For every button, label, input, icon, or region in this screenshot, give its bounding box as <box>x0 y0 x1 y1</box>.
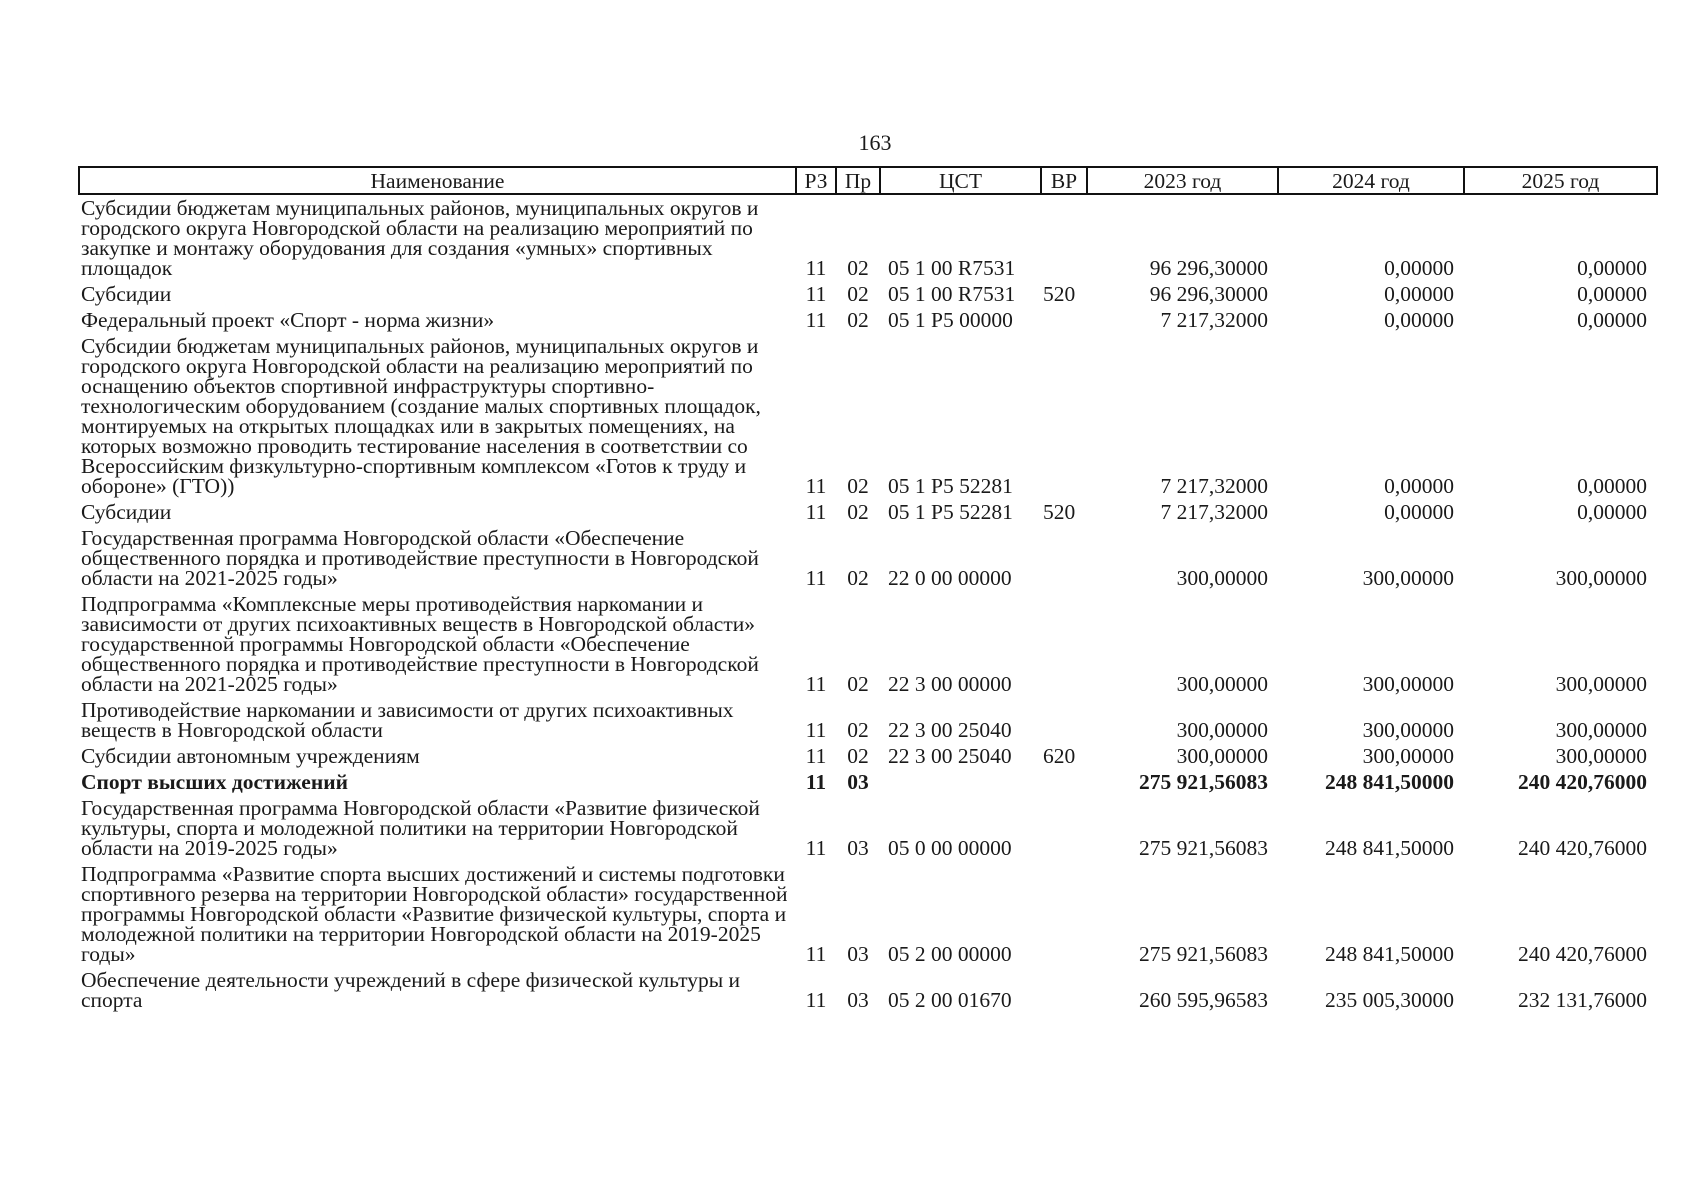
row-rz: 11 <box>805 770 827 794</box>
row-rz: 11 <box>805 836 827 860</box>
row-amount-2025: 240 420,76000 <box>1518 770 1647 794</box>
row-amount-2025: 300,00000 <box>1555 566 1647 590</box>
row-pr: 02 <box>847 474 869 498</box>
row-vr <box>1041 591 1087 697</box>
row-vr <box>1041 697 1087 743</box>
row-amount-2023: 300,00000 <box>1176 718 1268 742</box>
row-amount-2024: 300,00000 <box>1362 744 1454 768</box>
table-row <box>79 525 1657 591</box>
row-rz: 11 <box>805 474 827 498</box>
header-pr: Пр <box>836 167 880 194</box>
table-row <box>79 743 1657 769</box>
row-amount-2023: 275 921,56083 <box>1139 770 1268 794</box>
row-vr: 520 <box>1043 500 1076 524</box>
row-pr: 02 <box>847 718 869 742</box>
row-vr: 620 <box>1043 744 1076 768</box>
row-amount-2025: 300,00000 <box>1555 744 1647 768</box>
row-amount-2024: 300,00000 <box>1362 566 1454 590</box>
row-pr: 03 <box>847 988 869 1012</box>
row-cst: 22 0 00 00000 <box>888 566 1012 590</box>
row-pr: 03 <box>847 836 869 860</box>
table-row <box>79 967 1657 1013</box>
row-name: Противодействие наркомании и зависимости от других психоактивных веществ в Новгородской области <box>81 698 734 742</box>
row-amount-2023: 260 595,96583 <box>1139 988 1268 1012</box>
row-vr <box>1041 967 1087 1013</box>
table-row <box>79 281 1657 307</box>
row-amount-2024: 248 841,50000 <box>1325 942 1454 966</box>
row-name: Федеральный проект «Спорт - норма жизни» <box>81 308 495 332</box>
row-pr: 02 <box>847 744 869 768</box>
row-rz: 11 <box>805 282 827 306</box>
row-amount-2024: 248 841,50000 <box>1325 836 1454 860</box>
table-row <box>79 591 1657 697</box>
row-amount-2025: 0,00000 <box>1577 500 1647 524</box>
row-amount-2024: 300,00000 <box>1362 672 1454 696</box>
table-row <box>79 861 1657 967</box>
row-name: Подпрограмма «Развитие спорта высших достижений и системы подготовки спортивного резерва на территории Новгородской области» государственной программы Новгородской области «Развитие физической культуры, спорта и молодежной политики на территории Новгородской области на 2019-2025 годы» <box>81 862 788 966</box>
row-amount-2023: 96 296,30000 <box>1149 256 1268 280</box>
row-amount-2024: 300,00000 <box>1362 718 1454 742</box>
row-amount-2023: 275 921,56083 <box>1139 942 1268 966</box>
header-name: Наименование <box>79 167 796 194</box>
row-cst: 22 3 00 25040 <box>888 744 1012 768</box>
row-amount-2023: 300,00000 <box>1176 672 1268 696</box>
row-pr: 02 <box>847 672 869 696</box>
row-vr <box>1041 795 1087 861</box>
row-name: Подпрограмма «Комплексные меры противодействия наркомании и зависимости от других психоактивных веществ в Новгородской области» государственной программы Новгородской области «Обеспечение общественного порядка и противодействие преступности в Новгородской области на 2021-2025 годы» <box>81 592 759 696</box>
table-row <box>79 769 1657 795</box>
row-amount-2024: 0,00000 <box>1384 256 1454 280</box>
row-vr <box>1041 307 1087 333</box>
row-cst: 05 1 00 R7531 <box>888 282 1016 306</box>
row-cst: 05 2 00 00000 <box>888 942 1012 966</box>
row-rz: 11 <box>805 672 827 696</box>
row-rz: 11 <box>805 744 827 768</box>
row-amount-2024: 235 005,30000 <box>1325 988 1454 1012</box>
row-amount-2023: 96 296,30000 <box>1149 282 1268 306</box>
row-pr: 02 <box>847 282 869 306</box>
table-row <box>79 333 1657 499</box>
row-name: Государственная программа Новгородской области «Развитие физической культуры, спорта и молодежной политики на территории Новгородской области на 2019-2025 годы» <box>81 796 760 860</box>
row-amount-2024: 0,00000 <box>1384 474 1454 498</box>
row-cst: 05 1 P5 52281 <box>888 474 1013 498</box>
row-rz: 11 <box>805 988 827 1012</box>
row-amount-2023: 7 217,32000 <box>1160 474 1268 498</box>
row-vr <box>1041 333 1087 499</box>
row-vr: 520 <box>1043 282 1076 306</box>
table-row <box>79 795 1657 861</box>
row-name: Субсидии бюджетам муниципальных районов, муниципальных округов и городского округа Новгородской области на реализацию мероприятий по закупке и монтажу оборудования для создания «умных» спортивных площадок <box>81 196 759 280</box>
header-cst: ЦСТ <box>880 167 1041 194</box>
row-pr: 03 <box>847 770 869 794</box>
row-pr: 02 <box>847 256 869 280</box>
page-number: 163 <box>858 130 892 155</box>
row-pr: 02 <box>847 500 869 524</box>
row-amount-2025: 232 131,76000 <box>1518 988 1647 1012</box>
row-cst: 22 3 00 25040 <box>888 718 1012 742</box>
header-vr: ВР <box>1041 167 1087 194</box>
row-name: Субсидии <box>81 282 172 306</box>
row-amount-2023: 7 217,32000 <box>1160 500 1268 524</box>
row-amount-2024: 0,00000 <box>1384 308 1454 332</box>
row-pr: 02 <box>847 566 869 590</box>
row-amount-2025: 0,00000 <box>1577 256 1647 280</box>
row-rz: 11 <box>805 942 827 966</box>
header-rz: РЗ <box>796 167 836 194</box>
table-row <box>79 307 1657 333</box>
header-2025: 2025 год <box>1464 167 1657 194</box>
row-amount-2024: 0,00000 <box>1384 500 1454 524</box>
row-cst: 05 2 00 01670 <box>888 988 1012 1012</box>
row-amount-2025: 0,00000 <box>1577 282 1647 306</box>
table-row <box>79 697 1657 743</box>
row-amount-2025: 300,00000 <box>1555 672 1647 696</box>
row-cst: 22 3 00 00000 <box>888 672 1012 696</box>
row-rz: 11 <box>805 256 827 280</box>
table-body <box>79 194 1657 1013</box>
row-amount-2024: 248 841,50000 <box>1325 770 1454 794</box>
row-name: Государственная программа Новгородской области «Обеспечение общественного порядка и противодействие преступности в Новгородской области на 2021-2025 годы» <box>81 526 759 590</box>
row-name: Спорт высших достижений <box>81 770 349 794</box>
row-cst: 05 0 00 00000 <box>888 836 1012 860</box>
row-pr: 02 <box>847 308 869 332</box>
row-name: Субсидии автономным учреждениям <box>81 744 420 768</box>
header-2023: 2023 год <box>1087 167 1278 194</box>
row-cst: 05 1 P5 52281 <box>888 500 1013 524</box>
row-amount-2023: 275 921,56083 <box>1139 836 1268 860</box>
row-name: Обеспечение деятельности учреждений в сфере физической культуры и спорта <box>81 968 741 1012</box>
table-header <box>79 167 1657 194</box>
row-pr: 03 <box>847 942 869 966</box>
table-row <box>79 194 1657 281</box>
row-cst: 05 1 00 R7531 <box>888 256 1016 280</box>
row-amount-2025: 0,00000 <box>1577 474 1647 498</box>
row-rz: 11 <box>805 500 827 524</box>
row-rz: 11 <box>805 308 827 332</box>
row-amount-2025: 300,00000 <box>1555 718 1647 742</box>
row-vr <box>1041 861 1087 967</box>
row-cst <box>880 769 1041 795</box>
header-2024: 2024 год <box>1278 167 1464 194</box>
row-amount-2023: 7 217,32000 <box>1160 308 1268 332</box>
table-row <box>79 499 1657 525</box>
row-amount-2025: 240 420,76000 <box>1518 942 1647 966</box>
row-vr <box>1041 525 1087 591</box>
row-vr <box>1041 769 1087 795</box>
row-rz: 11 <box>805 718 827 742</box>
row-cst: 05 1 P5 00000 <box>888 308 1013 332</box>
row-name: Субсидии <box>81 500 172 524</box>
row-vr <box>1041 194 1087 281</box>
row-amount-2025: 240 420,76000 <box>1518 836 1647 860</box>
row-amount-2025: 0,00000 <box>1577 308 1647 332</box>
row-amount-2024: 0,00000 <box>1384 282 1454 306</box>
row-amount-2023: 300,00000 <box>1176 566 1268 590</box>
row-name: Субсидии бюджетам муниципальных районов, муниципальных округов и городского округа Новгородской области на реализацию мероприятий по оснащению объектов спортивной инфраструктуры спортивно-технологическим оборудованием (создание малых спортивных площадок, монтируемых на открытых площадках или в закрытых помещениях, на которых возможно проводить тестирование населения в соответствии со Всероссийским физкультурно-спортивным комплексом «Готов к труду и обороне» (ГТО)) <box>81 334 761 498</box>
row-rz: 11 <box>805 566 827 590</box>
budget-table <box>78 166 1658 1013</box>
row-amount-2023: 300,00000 <box>1176 744 1268 768</box>
